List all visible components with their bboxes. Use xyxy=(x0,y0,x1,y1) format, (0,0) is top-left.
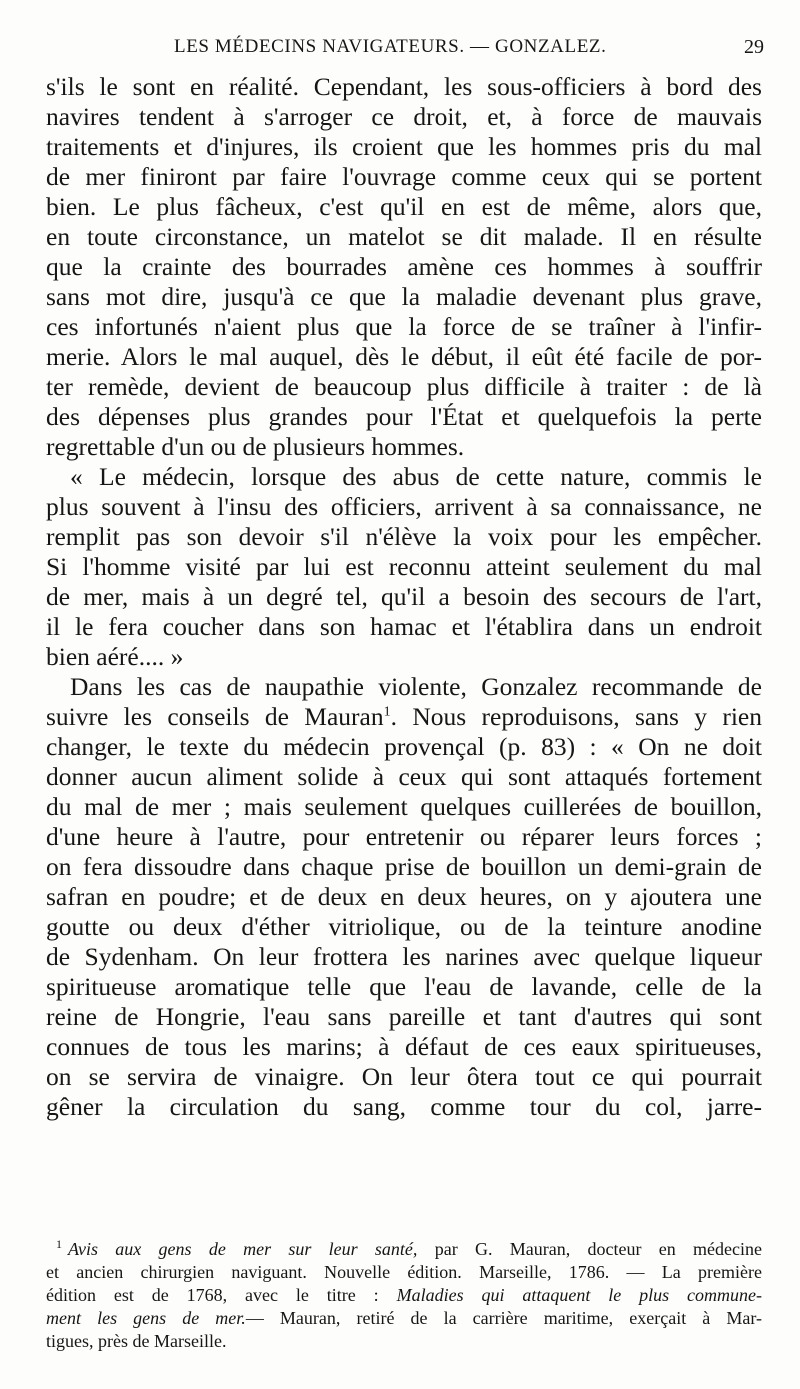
text-line: changer, le texte du médecin provençal (p. 83) : « On ne doit xyxy=(46,732,762,761)
text-line: regrettable d'un ou de plusieurs hommes. xyxy=(46,432,465,461)
footnote-reference[interactable]: 1 xyxy=(383,704,391,720)
text-line: sans mot dire, jusqu'à ce que la maladie devenant plus grave, xyxy=(46,282,762,311)
text-line: spiritueuse aromatique telle que l'eau de lavande, celle de la xyxy=(46,972,762,1001)
text-line: du mal de mer ; mais seulement quelques cuillerées de bouillon, xyxy=(46,792,762,821)
text-line: Dans les cas de naupathie violente, Gonzalez recommande de xyxy=(70,672,762,701)
text-line: en toute circonstance, un matelot se dit malade. Il en résulte xyxy=(46,222,762,251)
footnote-text: édition est de 1768, avec le titre : xyxy=(46,1285,397,1305)
footnote xyxy=(46,1238,762,1353)
footnote-book-title: Avis aux gens de mer sur leur santé, xyxy=(68,1239,418,1259)
text-line: de Sydenham. On leur frottera les narines avec quelque liqueur xyxy=(46,942,762,971)
text-line: goutte ou deux d'éther vitriolique, ou de la teinture anodine xyxy=(46,912,762,941)
footnote-line xyxy=(46,1307,762,1330)
footnote-text: par G. Mauran, docteur en médecine xyxy=(417,1239,762,1259)
footnote-line: tigues, près de Marseille. xyxy=(46,1331,227,1351)
page-number: 29 xyxy=(744,36,764,58)
text-line: traitements et d'injures, ils croient que les hommes pris du mal xyxy=(46,132,762,161)
footnote-line: et ancien chirurgien naviguant. Nouvelle édition. Marseille, 1786. — La première xyxy=(46,1262,762,1282)
text-line: s'ils le sont en réalité. Cependant, les sous-officiers à bord des xyxy=(46,72,762,101)
running-head: LES MÉDECINS NAVIGATEURS. — GONZALEZ. xyxy=(174,36,607,57)
text-line-with-footnote-ref xyxy=(46,702,762,732)
text-line: on se servira de vinaigre. On leur ôtera tout ce qui pourrait xyxy=(46,1062,762,1091)
footnote-title-italic: Maladies qui attaquent le plus commune- xyxy=(396,1285,762,1305)
text-line: safran en poudre; et de deux en deux heures, on y ajoutera une xyxy=(46,882,762,911)
text-line: gêner la circulation du sang, comme tour du col, jarre- xyxy=(46,1092,762,1121)
text-line: de mer, mais à un degré tel, qu'il a besoin des secours de l'art, xyxy=(46,582,762,611)
text-line: de mer finiront par faire l'ouvrage comme ceux qui se portent xyxy=(46,162,762,191)
text-line: reine de Hongrie, l'eau sans pareille et tant d'autres qui sont xyxy=(46,1002,762,1031)
text-line: navires tendent à s'arroger ce droit, et, à force de mauvais xyxy=(46,102,762,131)
text-line: que la crainte des bourrades amène ces hommes à souffrir xyxy=(46,252,762,281)
text-line: donner aucun aliment solide à ceux qui sont attaqués fortement xyxy=(46,762,762,791)
footnote-line xyxy=(46,1238,762,1261)
text-line: il le fera coucher dans son hamac et l'établira dans un endroit xyxy=(46,612,762,641)
text-line: d'une heure à l'autre, pour entretenir ou réparer leurs forces ; xyxy=(46,822,762,851)
footnote-line xyxy=(46,1284,762,1307)
footnote-text: — Mauran, retiré de la carrière maritime, exerçait à Mar- xyxy=(245,1308,762,1328)
text-line: Si l'homme visité par lui est reconnu atteint seulement du mal xyxy=(46,552,762,581)
text-line: ter remède, devient de beaucoup plus difficile à traiter : de là xyxy=(46,372,762,401)
text-line: remplit pas son devoir s'il n'élève la voix pour les empêcher. xyxy=(46,522,762,551)
page-header xyxy=(44,36,764,66)
footnote-title-italic: ment les gens de mer. xyxy=(46,1308,246,1328)
text-line: des dépenses plus grandes pour l'État et quelquefois la perte xyxy=(46,402,762,431)
text-line: « Le médecin, lorsque des abus de cette nature, commis le xyxy=(70,462,762,491)
text-line: connues de tous les marins; à défaut de ces eaux spiritueuses, xyxy=(46,1032,762,1061)
text-line: ces infortunés n'aient plus que la force de se traîner à l'infir- xyxy=(46,312,762,341)
text-line: merie. Alors le mal auquel, dès le début, il eût été facile de por- xyxy=(46,342,762,371)
text-fragment: . Nous reproduisons, sans y rien xyxy=(390,702,762,731)
text-line: bien aéré.... » xyxy=(46,642,184,671)
text-fragment: suivre les conseils de Mauran xyxy=(46,702,384,731)
text-line: plus souvent à l'insu des officiers, arrivent à sa connaissance, ne xyxy=(46,492,762,521)
text-line: bien. Le plus fâcheux, c'est qu'il en est de même, alors que, xyxy=(46,192,762,221)
footnote-marker: 1 xyxy=(56,1238,62,1251)
text-line: on fera dissoudre dans chaque prise de bouillon un demi-grain de xyxy=(46,852,762,881)
main-text xyxy=(46,72,762,1122)
